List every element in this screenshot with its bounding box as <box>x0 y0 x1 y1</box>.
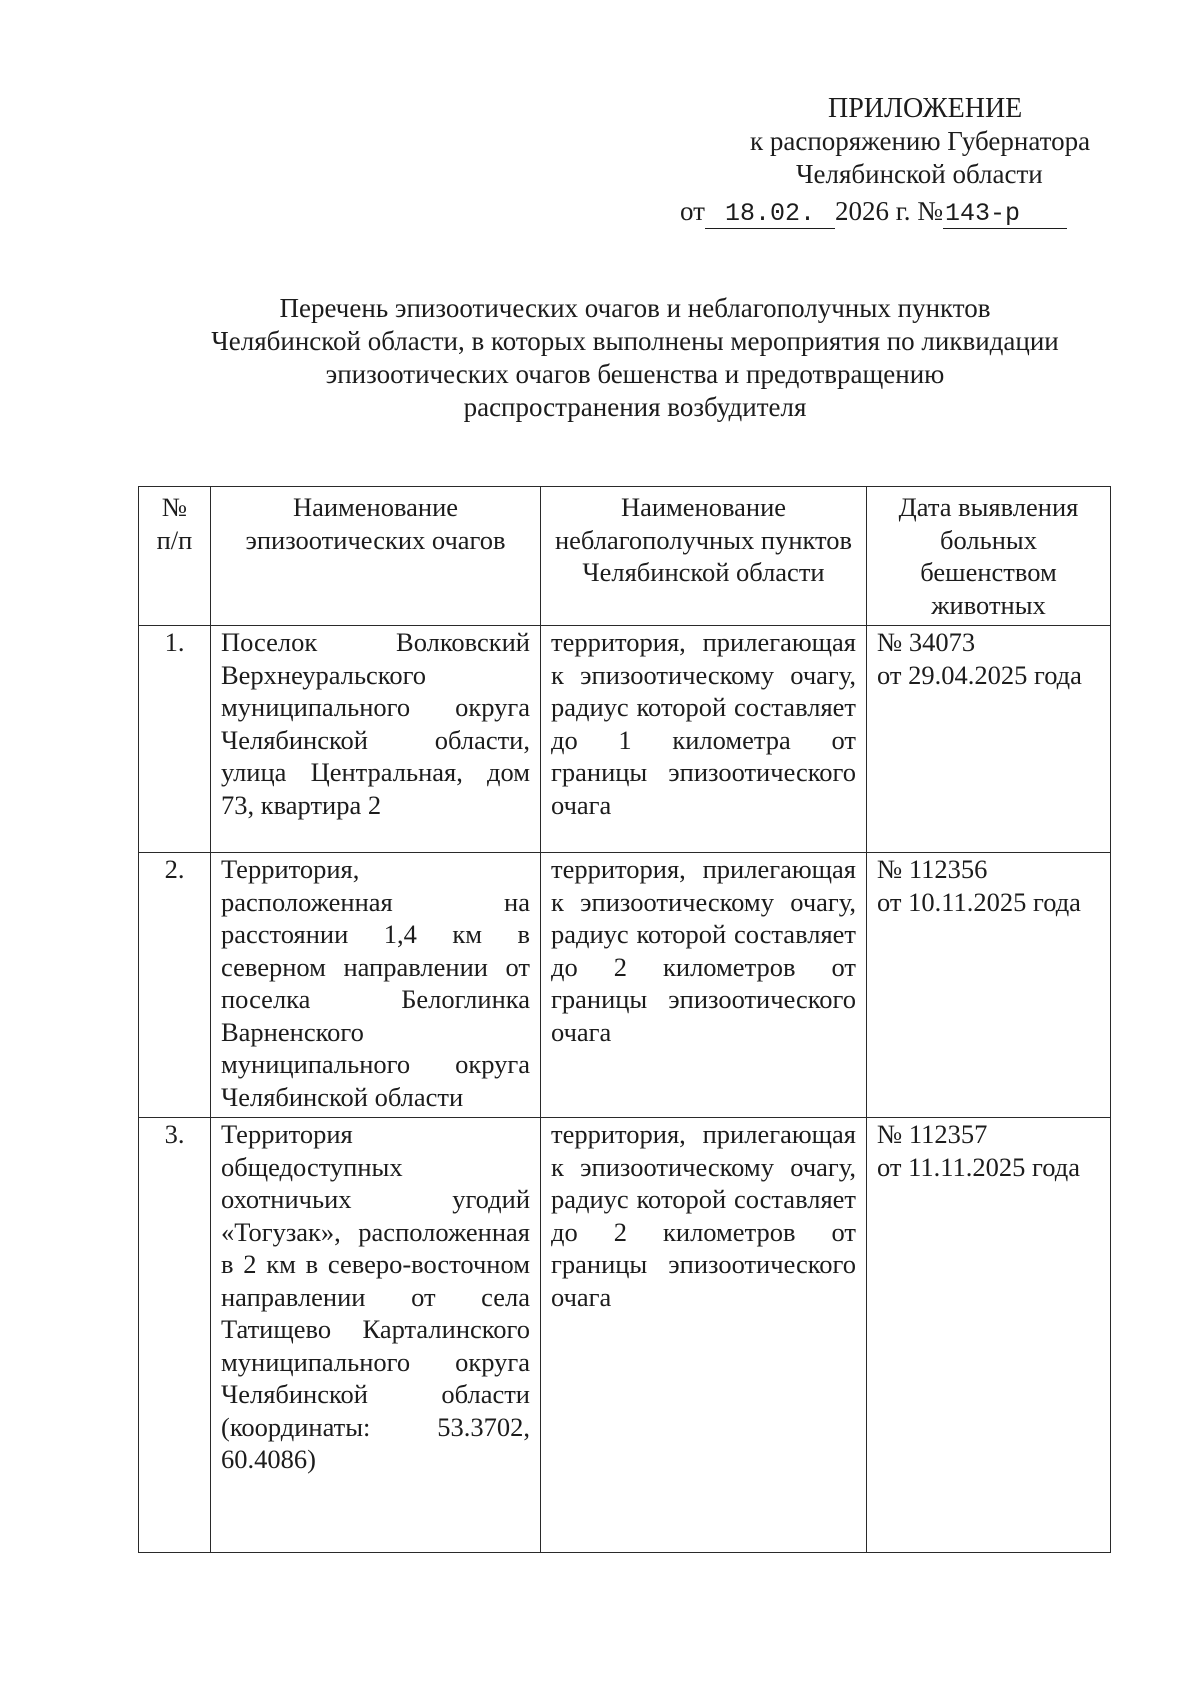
row-date: от 10.11.2025 года <box>877 886 1081 917</box>
row-area: территория, прилегающая к эпизоотическому очагу, радиус которой составляет до 2 километров от границы эпизоотического очага <box>541 853 867 1118</box>
header-number: № п/п <box>139 487 211 626</box>
row-number: 2. <box>139 853 211 1118</box>
row-record-number: № 112356 <box>877 854 988 884</box>
row-date-cell <box>867 626 1111 853</box>
date-value: 18.02. <box>705 200 835 229</box>
row-focus: Территория, расположенная на расстоянии 1,4 км в северном направлении от поселка Белоглинка Варненского муниципального округа Челябинской области <box>211 853 541 1118</box>
row-date: от 11.11.2025 года <box>877 1151 1080 1182</box>
heading-line-4: распространения возбудителя <box>463 392 807 422</box>
appendix-decree-line: к распоряжению Губернатора <box>750 126 1091 156</box>
year-text: 2026 г. № <box>834 196 943 226</box>
table-header-row <box>139 487 1111 626</box>
header-focus: Наименование эпизоотических очагов <box>211 487 541 626</box>
row-focus: Территория общедоступных охотничьих угодий «Тогузак», расположенная в 2 км в северо-восточном направлении от села Татищево Карталинского муниципального округа Челябинской области (координаты: 53.3702, 60.4086) <box>211 1118 541 1553</box>
row-area: территория, прилегающая к эпизоотическому очагу, радиус которой составляет до 2 километров от границы эпизоотического очага <box>541 1118 867 1553</box>
appendix-title: ПРИЛОЖЕНИЕ <box>828 93 1023 124</box>
row-record-number: № 112357 <box>877 1119 988 1149</box>
heading-line-1: Перечень эпизоотических очагов и неблагополучных пунктов <box>279 293 991 323</box>
heading-line-2: Челябинской области, в которых выполнены мероприятия по ликвидации <box>211 326 1059 356</box>
table-row <box>139 853 1111 1118</box>
row-area: территория, прилегающая к эпизоотическому очагу, радиус которой составляет до 1 километра от границы эпизоотического очага <box>541 626 867 853</box>
foci-table <box>138 486 1111 1553</box>
header-date: Дата выявления больных бешенством животных <box>867 487 1111 626</box>
row-number: 1. <box>139 626 211 853</box>
row-date: от 29.04.2025 года <box>877 659 1082 690</box>
row-record-number: № 34073 <box>877 627 976 657</box>
appendix-date-line <box>680 195 1067 229</box>
appendix-region-line: Челябинской области <box>796 159 1043 189</box>
row-focus: Поселок Волковский Верхнеуральского муниципального округа Челябинской области, улица Центральная, дом 73, квартира 2 <box>211 626 541 853</box>
table-row <box>139 626 1111 853</box>
row-date-cell <box>867 1118 1111 1553</box>
header-area: Наименование неблагополучных пунктов Челябинской области <box>541 487 867 626</box>
table-row <box>139 1118 1111 1553</box>
row-date-cell <box>867 853 1111 1118</box>
order-number: 143-р <box>943 200 1067 229</box>
date-prefix: от <box>680 196 705 226</box>
heading-line-3: эпизоотических очагов бешенства и предотвращению <box>325 359 945 389</box>
row-number: 3. <box>139 1118 211 1553</box>
document-heading <box>200 292 1070 424</box>
